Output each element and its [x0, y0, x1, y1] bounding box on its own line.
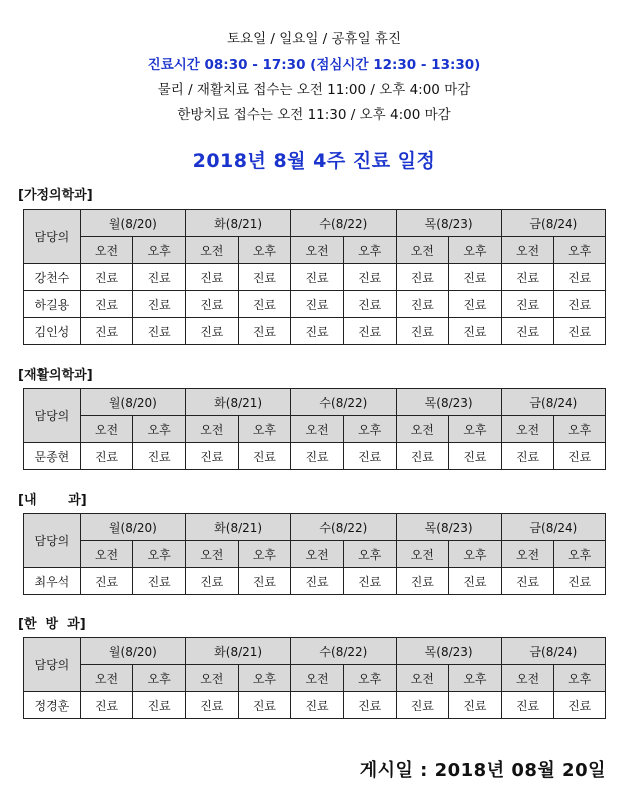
- schedule-cell: 진료: [186, 291, 239, 318]
- day-header: 수(8/22): [291, 638, 396, 665]
- schedule-cell: 진료: [133, 692, 186, 719]
- schedule-cell: 진료: [396, 568, 449, 595]
- day-header: 목(8/23): [396, 210, 501, 237]
- department-label: [내 과]: [18, 493, 87, 508]
- schedule-cell: 진료: [396, 318, 449, 345]
- schedule-cell: 진료: [343, 291, 396, 318]
- department-label: [한 방 과]: [18, 617, 86, 632]
- department-label: [재활의학과]: [18, 368, 93, 383]
- schedule-cell: 진료: [396, 264, 449, 291]
- afternoon-header: 오후: [343, 416, 396, 443]
- schedule-cell: 진료: [186, 318, 239, 345]
- schedule-cell: 진료: [186, 692, 239, 719]
- afternoon-header: 오후: [449, 665, 502, 692]
- doctor-name: 김인성: [24, 318, 81, 345]
- morning-header: 오전: [396, 541, 449, 568]
- doctor-name: 문종현: [24, 443, 81, 470]
- doctor-name: 강천수: [24, 264, 81, 291]
- schedule-table: [23, 513, 606, 595]
- schedule-table: [23, 388, 606, 470]
- schedule-cell: 진료: [343, 443, 396, 470]
- schedule-cell: 진료: [501, 318, 554, 345]
- schedule-cell: 진료: [449, 568, 502, 595]
- schedule-cell: 진료: [554, 318, 606, 345]
- table-row: [24, 443, 606, 470]
- schedule-cell: 진료: [449, 264, 502, 291]
- afternoon-header: 오후: [133, 665, 186, 692]
- table-row: [24, 568, 606, 595]
- morning-header: 오전: [501, 416, 554, 443]
- day-header: 화(8/21): [186, 210, 291, 237]
- morning-header: 오전: [186, 541, 239, 568]
- page-title: 2018년 8월 4주 진료 일정: [192, 150, 436, 172]
- afternoon-header: 오후: [449, 541, 502, 568]
- day-header: 월(8/20): [80, 638, 185, 665]
- schedule-cell: 진료: [291, 692, 344, 719]
- schedule-cell: 진료: [186, 264, 239, 291]
- afternoon-header: 오후: [554, 416, 606, 443]
- day-header: 금(8/24): [501, 389, 605, 416]
- schedule-cell: 진료: [291, 443, 344, 470]
- afternoon-header: 오후: [133, 237, 186, 264]
- day-header: 화(8/21): [186, 638, 291, 665]
- schedule-cell: 진료: [238, 264, 291, 291]
- afternoon-header: 오후: [554, 665, 606, 692]
- morning-header: 오전: [186, 665, 239, 692]
- morning-header: 오전: [501, 237, 554, 264]
- morning-header: 오전: [291, 237, 344, 264]
- schedule-cell: 진료: [186, 443, 239, 470]
- doctor-name: 최우석: [24, 568, 81, 595]
- afternoon-header: 오후: [554, 237, 606, 264]
- doctor-name: 하길용: [24, 291, 81, 318]
- schedule-cell: 진료: [501, 291, 554, 318]
- schedule-cell: 진료: [291, 264, 344, 291]
- schedule-cell: 진료: [554, 692, 606, 719]
- oriental-reception-notice: 한방치료 접수는 오전 11:30 / 오후 4:00 마감: [177, 107, 451, 123]
- schedule-cell: 진료: [501, 443, 554, 470]
- schedule-cell: 진료: [343, 264, 396, 291]
- doctor-column-header: 담당의: [24, 514, 81, 568]
- schedule-cell: 진료: [449, 318, 502, 345]
- morning-header: 오전: [80, 237, 133, 264]
- day-header: 금(8/24): [501, 210, 605, 237]
- afternoon-header: 오후: [133, 541, 186, 568]
- morning-header: 오전: [501, 665, 554, 692]
- afternoon-header: 오후: [133, 416, 186, 443]
- day-header: 목(8/23): [396, 514, 501, 541]
- schedule-cell: 진료: [343, 692, 396, 719]
- afternoon-header: 오후: [238, 237, 291, 264]
- schedule-cell: 진료: [554, 443, 606, 470]
- doctor-column-header: 담당의: [24, 389, 81, 443]
- schedule-cell: 진료: [80, 443, 133, 470]
- morning-header: 오전: [396, 665, 449, 692]
- morning-header: 오전: [80, 665, 133, 692]
- schedule-cell: 진료: [396, 443, 449, 470]
- schedule-cell: 진료: [133, 264, 186, 291]
- afternoon-header: 오후: [343, 237, 396, 264]
- day-header: 수(8/22): [291, 514, 396, 541]
- day-header: 월(8/20): [80, 389, 185, 416]
- day-header: 목(8/23): [396, 389, 501, 416]
- schedule-cell: 진료: [501, 568, 554, 595]
- morning-header: 오전: [396, 237, 449, 264]
- doctor-name: 정경훈: [24, 692, 81, 719]
- doctor-column-header: 담당의: [24, 638, 81, 692]
- schedule-cell: 진료: [133, 318, 186, 345]
- day-header: 화(8/21): [186, 514, 291, 541]
- schedule-cell: 진료: [501, 692, 554, 719]
- afternoon-header: 오후: [449, 237, 502, 264]
- table-row: [24, 291, 606, 318]
- posted-date: 게시일 : 2018년 08월 20일: [359, 760, 606, 781]
- schedule-cell: 진료: [80, 264, 133, 291]
- day-header: 수(8/22): [291, 210, 396, 237]
- afternoon-header: 오후: [238, 665, 291, 692]
- closed-days-notice: 토요일 / 일요일 / 공휴일 휴진: [226, 31, 401, 47]
- schedule-cell: 진료: [291, 291, 344, 318]
- rehab-reception-notice: 물리 / 재활치료 접수는 오전 11:00 / 오후 4:00 마감: [157, 82, 471, 98]
- schedule-cell: 진료: [133, 291, 186, 318]
- schedule-cell: 진료: [343, 568, 396, 595]
- schedule-cell: 진료: [80, 318, 133, 345]
- clinic-hours-notice: 진료시간 08:30 - 17:30 (점심시간 12:30 - 13:30): [147, 57, 481, 73]
- schedule-cell: 진료: [396, 692, 449, 719]
- schedule-cell: 진료: [133, 443, 186, 470]
- schedule-cell: 진료: [554, 264, 606, 291]
- afternoon-header: 오후: [554, 541, 606, 568]
- schedule-cell: 진료: [449, 692, 502, 719]
- schedule-cell: 진료: [343, 318, 396, 345]
- schedule-cell: 진료: [133, 568, 186, 595]
- afternoon-header: 오후: [343, 541, 396, 568]
- schedule-cell: 진료: [449, 291, 502, 318]
- morning-header: 오전: [80, 416, 133, 443]
- day-header: 수(8/22): [291, 389, 396, 416]
- schedule-cell: 진료: [80, 291, 133, 318]
- department-label: [가정의학과]: [18, 188, 93, 203]
- afternoon-header: 오후: [343, 665, 396, 692]
- schedule-cell: 진료: [238, 443, 291, 470]
- schedule-cell: 진료: [238, 318, 291, 345]
- schedule-cell: 진료: [238, 692, 291, 719]
- morning-header: 오전: [80, 541, 133, 568]
- morning-header: 오전: [291, 541, 344, 568]
- morning-header: 오전: [291, 416, 344, 443]
- schedule-cell: 진료: [554, 568, 606, 595]
- schedule-cell: 진료: [396, 291, 449, 318]
- table-row: [24, 692, 606, 719]
- schedule-cell: 진료: [80, 568, 133, 595]
- afternoon-header: 오후: [449, 416, 502, 443]
- table-row: [24, 264, 606, 291]
- doctor-column-header: 담당의: [24, 210, 81, 264]
- schedule-table: [23, 209, 606, 345]
- day-header: 월(8/20): [80, 514, 185, 541]
- day-header: 금(8/24): [501, 514, 605, 541]
- afternoon-header: 오후: [238, 416, 291, 443]
- schedule-cell: 진료: [186, 568, 239, 595]
- morning-header: 오전: [396, 416, 449, 443]
- day-header: 금(8/24): [501, 638, 605, 665]
- day-header: 목(8/23): [396, 638, 501, 665]
- schedule-cell: 진료: [80, 692, 133, 719]
- schedule-table: [23, 637, 606, 719]
- schedule-cell: 진료: [291, 318, 344, 345]
- morning-header: 오전: [501, 541, 554, 568]
- schedule-cell: 진료: [501, 264, 554, 291]
- schedule-cell: 진료: [449, 443, 502, 470]
- afternoon-header: 오후: [238, 541, 291, 568]
- morning-header: 오전: [186, 237, 239, 264]
- schedule-cell: 진료: [238, 568, 291, 595]
- morning-header: 오전: [291, 665, 344, 692]
- schedule-cell: 진료: [291, 568, 344, 595]
- table-row: [24, 318, 606, 345]
- day-header: 월(8/20): [80, 210, 185, 237]
- morning-header: 오전: [186, 416, 239, 443]
- schedule-cell: 진료: [554, 291, 606, 318]
- schedule-cell: 진료: [238, 291, 291, 318]
- day-header: 화(8/21): [186, 389, 291, 416]
